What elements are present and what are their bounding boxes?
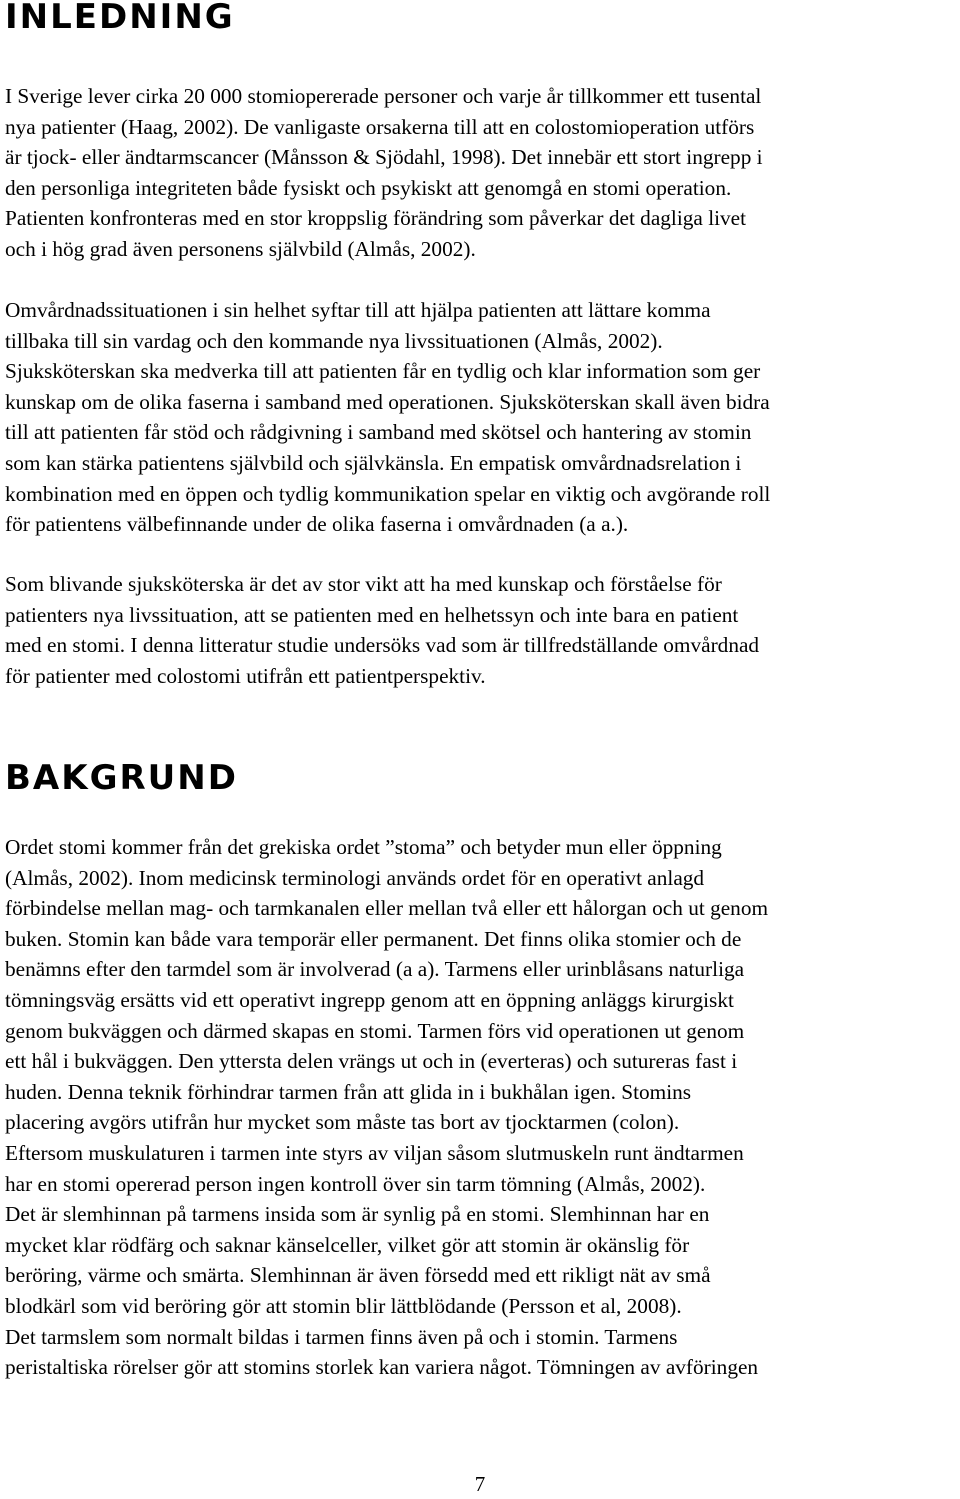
page-number: 7 <box>474 1472 486 1496</box>
text-line: och i hög grad även personens självbild (Almås, 2002). <box>5 236 476 261</box>
text-line: som kan stärka patientens självbild och självkänsla. En empatisk omvårdnadsrelation i <box>5 450 742 475</box>
text-line: Sjuksköterskan ska medverka till att patienten får en tydlig och klar information som ger <box>5 359 761 384</box>
text-line: peristaltiska rörelser gör att stomins storlek kan variera något. Tömningen av avföringen <box>5 1355 759 1380</box>
text-line: tillbaka till sin vardag och den kommande nya livssituationen (Almås, 2002). <box>5 328 663 353</box>
text-line: mycket klar rödfärg och saknar känselceller, vilket gör att stomin är okänslig för <box>5 1232 690 1257</box>
text-line: nya patienter (Haag, 2002). De vanligaste orsakerna till att en colostomioperation utförs <box>5 114 755 139</box>
text-line: för patientens välbefinnande under de olika faserna i omvårdnaden (a a.). <box>5 512 629 537</box>
text-line: tömningsväg ersätts vid ett operativt ingrepp genom att en öppning anläggs kirurgiskt <box>5 987 734 1012</box>
text-line: Eftersom muskulaturen i tarmen inte styrs av viljan såsom slutmuskeln runt ändtarmen <box>5 1140 744 1165</box>
text-line: I Sverige lever cirka 20 000 stomiopererade personer och varje år tillkommer ett tusental <box>5 84 762 108</box>
paragraph-intro-1 <box>5 81 955 265</box>
text-line: Patienten konfronteras med en stor kroppslig förändring som påverkar det dagliga livet <box>5 206 747 231</box>
text-line: beröring, värme och smärta. Slemhinnan är även försedd med ett rikligt nät av små <box>5 1263 711 1288</box>
text-line: den personliga integriteten både fysiskt och psykiskt att genomgå en stomi operation. <box>5 175 732 200</box>
text-line: huden. Denna teknik förhindrar tarmen från att glida in i bukhålan igen. Stomins <box>5 1079 692 1104</box>
text-line: för patienter med colostomi utifrån ett patientperspektiv. <box>5 663 486 688</box>
text-line: (Almås, 2002). Inom medicinsk terminologi används ordet för en operativt anlagd <box>5 865 705 890</box>
text-line: benämns efter den tarmdel som är involverad (a a). Tarmens eller urinblåsans naturliga <box>5 957 745 982</box>
text-line: kombination med en öppen och tydlig kommunikation spelar en viktig och avgörande roll <box>5 481 771 506</box>
text-line: med en stomi. I denna litteratur studie undersöks vad som är tillfredställande omvårdnad <box>5 633 760 658</box>
text-line: Det är slemhinnan på tarmens insida som är synlig på en stomi. Slemhinnan har en <box>5 1202 710 1227</box>
text-line: förbindelse mellan mag- och tarmkanalen eller mellan två eller ett hålorgan och ut genom <box>5 896 769 921</box>
paragraph-intro-3 <box>5 569 955 691</box>
text-line: till att patienten får stöd och rådgivning i samband med skötsel och hantering av stomin <box>5 420 752 445</box>
paragraph-intro-2 <box>5 295 955 540</box>
text-line: Ordet stomi kommer från det grekiska ordet ”stoma” och betyder mun eller öppning <box>5 835 722 859</box>
text-line: kunskap om de olika faserna i samband med operationen. Sjuksköterskan skall även bidra <box>5 389 770 414</box>
text-line: ett hål i bukväggen. Den yttersta delen vrängs ut och in (everteras) och sutureras fast i <box>5 1049 738 1074</box>
text-line: placering avgörs utifrån hur mycket som måste tas bort av tjocktarmen (colon). <box>5 1110 680 1135</box>
text-line: är tjock- eller ändtarmscancer (Månsson & Sjödahl, 1998). Det innebär ett stort ingrepp i <box>5 145 763 170</box>
text-line: blodkärl som vid beröring gör att stomin blir lättblödande (Persson et al, 2008). <box>5 1293 682 1318</box>
text-line: Det tarmslem som normalt bildas i tarmen finns även på och i stomin. Tarmens <box>5 1324 678 1349</box>
text-line: buken. Stomin kan både vara temporär eller permanent. Det finns olika stomier och de <box>5 926 742 951</box>
text-line: har en stomi opererad person ingen kontroll över sin tarm tömning (Almås, 2002). <box>5 1171 706 1196</box>
section-heading-inledning: INLEDNING <box>5 0 235 37</box>
text-line: Omvårdnadssituationen i sin helhet syftar till att hjälpa patienten att lättare komma <box>5 298 711 322</box>
section-heading-bakgrund: BAKGRUND <box>5 758 238 798</box>
text-line: patienters nya livssituation, att se patienten med en helhetssyn och inte bara en patient <box>5 602 739 627</box>
paragraph-bakgrund-1 <box>5 832 955 1383</box>
text-line: genom bukväggen och därmed skapas en stomi. Tarmen förs vid operationen ut genom <box>5 1018 745 1043</box>
text-line: Som blivande sjuksköterska är det av stor vikt att ha med kunskap och förståelse för <box>5 572 722 596</box>
